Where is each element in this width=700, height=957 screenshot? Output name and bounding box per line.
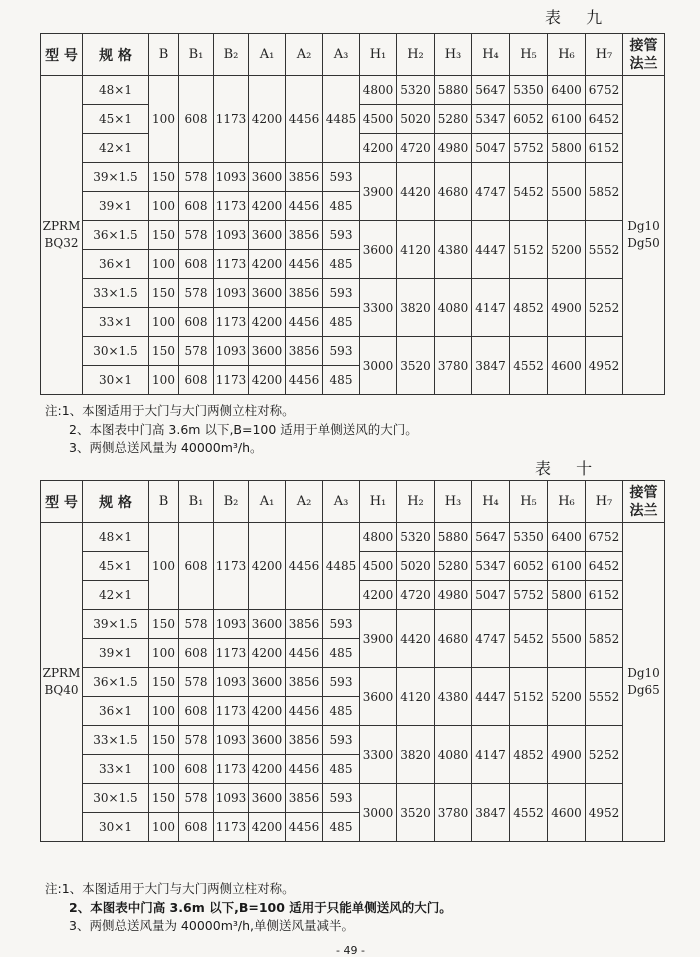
dim-a2-cell: 4456 (286, 250, 323, 279)
header-cell: H₂ (397, 34, 435, 76)
dim-a3-cell: 593 (323, 610, 360, 639)
dim-b1-cell: 578 (179, 221, 214, 250)
dim-b1-cell: 578 (179, 784, 214, 813)
dim-a3-cell: 485 (323, 250, 360, 279)
page-number: - 49 - (336, 944, 365, 957)
spec-cell: 30×1 (83, 366, 149, 395)
table-ten-title: 表 十 (535, 459, 603, 478)
dim-b2-cell: 1093 (214, 784, 249, 813)
flange-line: Dg50 (627, 236, 660, 250)
dim-a3-cell: 485 (323, 366, 360, 395)
dim-b2-cell: 1173 (214, 813, 249, 842)
dim-h6-cell: 5800 (548, 134, 586, 163)
spec-cell: 33×1.5 (83, 279, 149, 308)
dim-h2-cell: 4120 (397, 221, 435, 279)
dim-a3-cell: 593 (323, 279, 360, 308)
header-cell: A₃ (323, 34, 360, 76)
dim-h2-cell: 4720 (397, 134, 435, 163)
dim-h4-cell: 5347 (472, 552, 510, 581)
dim-b2-cell: 1093 (214, 221, 249, 250)
dim-h4-cell: 4447 (472, 221, 510, 279)
header-cell: A₂ (286, 34, 323, 76)
dim-a2-cell: 3856 (286, 784, 323, 813)
dim-h1-cell: 3900 (360, 163, 397, 221)
dim-a1-cell: 4200 (249, 192, 286, 221)
spec-cell: 33×1.5 (83, 726, 149, 755)
note-line: 3、两侧总送风量为 40000m³/h。 (69, 440, 263, 455)
dim-h6-cell: 5800 (548, 581, 586, 610)
dim-h5-cell: 5152 (510, 668, 548, 726)
dim-a1-cell: 3600 (249, 279, 286, 308)
dim-b-cell: 100 (149, 192, 179, 221)
flange-line: Dg65 (627, 683, 660, 697)
dim-h2-cell: 5020 (397, 552, 435, 581)
dim-h5-cell: 6052 (510, 105, 548, 134)
dim-h1-cell: 3600 (360, 221, 397, 279)
dim-b-cell: 150 (149, 784, 179, 813)
table-nine (40, 33, 665, 395)
dim-h4-cell: 5647 (472, 76, 510, 105)
dim-h7-cell: 5552 (586, 221, 623, 279)
dim-a3-cell: 593 (323, 337, 360, 366)
dim-a1-cell: 3600 (249, 726, 286, 755)
dim-b1-cell: 578 (179, 337, 214, 366)
dim-b-cell: 150 (149, 279, 179, 308)
dim-b-cell: 100 (149, 813, 179, 842)
dim-h3-cell: 4980 (435, 581, 472, 610)
header-cell: H₁ (360, 481, 397, 523)
header-cell: A₁ (249, 34, 286, 76)
dim-a1-cell: 4200 (249, 308, 286, 337)
note-line: 2、本图表中门高 3.6m 以下,B=100 适用于只能单侧送风的大门。 (69, 899, 452, 915)
dim-h4-cell: 5347 (472, 105, 510, 134)
dim-h3-cell: 4680 (435, 163, 472, 221)
dim-a3-cell: 485 (323, 192, 360, 221)
dim-h1-cell: 4500 (360, 105, 397, 134)
dim-a1-cell: 3600 (249, 610, 286, 639)
dim-a3-cell: 593 (323, 221, 360, 250)
dim-b1-cell: 608 (179, 523, 214, 610)
table-ten (40, 480, 665, 842)
dim-b2-cell: 1093 (214, 726, 249, 755)
flange-cell (623, 76, 665, 395)
dim-h1-cell: 4200 (360, 581, 397, 610)
dim-a1-cell: 4200 (249, 697, 286, 726)
dim-h3-cell: 5880 (435, 523, 472, 552)
header-cell: B₂ (214, 481, 249, 523)
dim-h6-cell: 4600 (548, 337, 586, 395)
dim-h4-cell: 5047 (472, 581, 510, 610)
dim-h7-cell: 6152 (586, 134, 623, 163)
dim-h1-cell: 4800 (360, 76, 397, 105)
dim-h4-cell: 4147 (472, 279, 510, 337)
note-line: 注:1、本图适用于大门与大门两侧立柱对称。 (45, 881, 295, 896)
spec-cell: 30×1 (83, 813, 149, 842)
header-cell: B₁ (179, 481, 214, 523)
dim-b-cell: 100 (149, 639, 179, 668)
table-nine-notes (45, 402, 418, 458)
dim-a1-cell: 4200 (249, 813, 286, 842)
dim-h7-cell: 5552 (586, 668, 623, 726)
dim-h5-cell: 4852 (510, 279, 548, 337)
dim-a1-cell: 4200 (249, 76, 286, 163)
spec-cell: 39×1 (83, 192, 149, 221)
dim-h2-cell: 3520 (397, 337, 435, 395)
dim-a1-cell: 3600 (249, 163, 286, 192)
flange-cell (623, 523, 665, 842)
dim-h5-cell: 4852 (510, 726, 548, 784)
dim-h2-cell: 3520 (397, 784, 435, 842)
dim-h4-cell: 4447 (472, 668, 510, 726)
dim-b2-cell: 1173 (214, 639, 249, 668)
spec-cell: 45×1 (83, 552, 149, 581)
header-cell: 型 号 (41, 481, 83, 523)
dim-a1-cell: 4200 (249, 523, 286, 610)
dim-h7-cell: 4952 (586, 784, 623, 842)
dim-h3-cell: 3780 (435, 784, 472, 842)
dim-h3-cell: 4380 (435, 668, 472, 726)
dim-h6-cell: 4900 (548, 726, 586, 784)
table-row (41, 523, 665, 552)
dim-a2-cell: 4456 (286, 755, 323, 784)
header-cell: H₃ (435, 481, 472, 523)
dim-a2-cell: 3856 (286, 221, 323, 250)
header-cell: H₅ (510, 481, 548, 523)
spec-cell: 33×1 (83, 755, 149, 784)
dim-h7-cell: 6452 (586, 552, 623, 581)
dim-h5-cell: 5152 (510, 221, 548, 279)
spec-cell: 48×1 (83, 76, 149, 105)
dim-a2-cell: 4456 (286, 366, 323, 395)
dim-h2-cell: 3820 (397, 726, 435, 784)
dim-h4-cell: 5047 (472, 134, 510, 163)
header-cell: B₂ (214, 34, 249, 76)
dim-a2-cell: 3856 (286, 610, 323, 639)
dim-h1-cell: 3300 (360, 726, 397, 784)
dim-b1-cell: 608 (179, 250, 214, 279)
dim-h5-cell: 5752 (510, 134, 548, 163)
dim-a3-cell: 593 (323, 784, 360, 813)
dim-h6-cell: 6400 (548, 76, 586, 105)
dim-a2-cell: 4456 (286, 813, 323, 842)
dim-b2-cell: 1173 (214, 366, 249, 395)
dim-h7-cell: 6152 (586, 581, 623, 610)
dim-h6-cell: 6100 (548, 105, 586, 134)
dim-b2-cell: 1093 (214, 337, 249, 366)
dim-h6-cell: 6100 (548, 552, 586, 581)
dim-h2-cell: 4420 (397, 163, 435, 221)
dim-a3-cell: 593 (323, 163, 360, 192)
dim-b1-cell: 608 (179, 755, 214, 784)
header-cell: H₄ (472, 481, 510, 523)
model-cell (41, 76, 83, 395)
dim-b1-cell: 608 (179, 192, 214, 221)
header-cell: 接管法兰 (623, 481, 665, 523)
dim-h2-cell: 5320 (397, 523, 435, 552)
dim-h2-cell: 3820 (397, 279, 435, 337)
dim-a2-cell: 3856 (286, 163, 323, 192)
table-row (41, 337, 665, 366)
dim-b2-cell: 1173 (214, 76, 249, 163)
dim-a1-cell: 4200 (249, 250, 286, 279)
dim-h6-cell: 5200 (548, 221, 586, 279)
table-row (41, 610, 665, 639)
spec-cell: 39×1.5 (83, 610, 149, 639)
header-cell: 型 号 (41, 34, 83, 76)
dim-a2-cell: 3856 (286, 337, 323, 366)
note-line: 2、本图表中门高 3.6m 以下,B=100 适用于单侧送风的大门。 (69, 421, 418, 437)
header-cell: A₃ (323, 481, 360, 523)
dim-a2-cell: 4456 (286, 76, 323, 163)
spec-cell: 39×1.5 (83, 163, 149, 192)
dim-b-cell: 100 (149, 76, 179, 163)
dim-b-cell: 100 (149, 697, 179, 726)
dim-b1-cell: 578 (179, 163, 214, 192)
dim-a3-cell: 485 (323, 308, 360, 337)
dim-a2-cell: 4456 (286, 639, 323, 668)
dim-b-cell: 100 (149, 523, 179, 610)
dim-h1-cell: 3900 (360, 610, 397, 668)
dim-h5-cell: 5752 (510, 581, 548, 610)
flange-line: Dg10 (627, 219, 660, 233)
dim-h6-cell: 5500 (548, 163, 586, 221)
header-cell: H₆ (548, 34, 586, 76)
dim-h2-cell: 4720 (397, 581, 435, 610)
header-cell: H₃ (435, 34, 472, 76)
header-cell: H₇ (586, 481, 623, 523)
dim-b-cell: 150 (149, 337, 179, 366)
dim-h5-cell: 5452 (510, 610, 548, 668)
dim-h6-cell: 6400 (548, 523, 586, 552)
dim-h4-cell: 4747 (472, 163, 510, 221)
dim-h7-cell: 6752 (586, 76, 623, 105)
dim-h1-cell: 3000 (360, 784, 397, 842)
dim-a3-cell: 485 (323, 813, 360, 842)
dim-b-cell: 100 (149, 755, 179, 784)
header-cell: B (149, 34, 179, 76)
dim-h5-cell: 4552 (510, 337, 548, 395)
dim-a2-cell: 4456 (286, 697, 323, 726)
spec-cell: 36×1 (83, 697, 149, 726)
model-line: ZPRM (42, 666, 81, 680)
dim-h2-cell: 5020 (397, 105, 435, 134)
dim-b-cell: 150 (149, 610, 179, 639)
dim-h3-cell: 5280 (435, 105, 472, 134)
header-cell: 接管法兰 (623, 34, 665, 76)
dim-b2-cell: 1173 (214, 697, 249, 726)
spec-cell: 36×1.5 (83, 221, 149, 250)
dim-b2-cell: 1173 (214, 755, 249, 784)
header-cell: A₂ (286, 481, 323, 523)
header-cell: H₂ (397, 481, 435, 523)
dim-b1-cell: 608 (179, 308, 214, 337)
dim-h7-cell: 6752 (586, 523, 623, 552)
dim-b2-cell: 1173 (214, 523, 249, 610)
dim-h7-cell: 5252 (586, 279, 623, 337)
dim-b2-cell: 1093 (214, 279, 249, 308)
dim-a1-cell: 4200 (249, 366, 286, 395)
spec-cell: 48×1 (83, 523, 149, 552)
dim-a2-cell: 3856 (286, 279, 323, 308)
header-cell: H₆ (548, 481, 586, 523)
header-cell: H₄ (472, 34, 510, 76)
dim-h4-cell: 4747 (472, 610, 510, 668)
dim-b-cell: 150 (149, 163, 179, 192)
spec-cell: 42×1 (83, 581, 149, 610)
table-row (41, 279, 665, 308)
table-row (41, 784, 665, 813)
dim-h4-cell: 4147 (472, 726, 510, 784)
dim-a1-cell: 3600 (249, 784, 286, 813)
dim-h5-cell: 5452 (510, 163, 548, 221)
dim-a3-cell: 4485 (323, 76, 360, 163)
dim-a2-cell: 3856 (286, 668, 323, 697)
spec-cell: 45×1 (83, 105, 149, 134)
dim-h2-cell: 5320 (397, 76, 435, 105)
dim-h6-cell: 5500 (548, 610, 586, 668)
dim-h3-cell: 4080 (435, 726, 472, 784)
dim-h7-cell: 5252 (586, 726, 623, 784)
dim-h5-cell: 5350 (510, 76, 548, 105)
dim-b2-cell: 1173 (214, 192, 249, 221)
dim-b2-cell: 1093 (214, 163, 249, 192)
dim-b1-cell: 608 (179, 697, 214, 726)
table-row (41, 726, 665, 755)
note-line: 注:1、本图适用于大门与大门两侧立柱对称。 (45, 403, 295, 418)
table-nine-title: 表 九 (545, 8, 613, 27)
dim-a2-cell: 3856 (286, 726, 323, 755)
dim-a1-cell: 3600 (249, 337, 286, 366)
model-cell (41, 523, 83, 842)
dim-h1-cell: 4800 (360, 523, 397, 552)
note-line: 3、两侧总送风量为 40000m³/h,单侧送风量减半。 (69, 918, 354, 933)
dim-a2-cell: 4456 (286, 308, 323, 337)
dim-a1-cell: 3600 (249, 668, 286, 697)
dim-b2-cell: 1093 (214, 610, 249, 639)
header-cell: B (149, 481, 179, 523)
dim-a1-cell: 3600 (249, 221, 286, 250)
dim-b1-cell: 578 (179, 668, 214, 697)
dim-h6-cell: 4900 (548, 279, 586, 337)
dim-b-cell: 100 (149, 250, 179, 279)
dim-h1-cell: 3600 (360, 668, 397, 726)
dim-h3-cell: 5280 (435, 552, 472, 581)
spec-cell: 30×1.5 (83, 337, 149, 366)
spec-cell: 33×1 (83, 308, 149, 337)
model-line: BQ40 (44, 683, 79, 697)
dim-h1-cell: 3300 (360, 279, 397, 337)
spec-cell: 42×1 (83, 134, 149, 163)
dim-a1-cell: 4200 (249, 639, 286, 668)
table-row (41, 221, 665, 250)
header-cell: 规 格 (83, 481, 149, 523)
dim-b1-cell: 578 (179, 726, 214, 755)
dim-h4-cell: 5647 (472, 523, 510, 552)
dim-h2-cell: 4120 (397, 668, 435, 726)
dim-b-cell: 150 (149, 221, 179, 250)
dim-h1-cell: 4200 (360, 134, 397, 163)
dim-h5-cell: 5350 (510, 523, 548, 552)
dim-a3-cell: 593 (323, 668, 360, 697)
dim-h6-cell: 4600 (548, 784, 586, 842)
dim-b-cell: 100 (149, 366, 179, 395)
dim-b1-cell: 578 (179, 610, 214, 639)
dim-h3-cell: 4980 (435, 134, 472, 163)
dim-a3-cell: 485 (323, 639, 360, 668)
dim-h7-cell: 5852 (586, 610, 623, 668)
dim-h1-cell: 4500 (360, 552, 397, 581)
dim-b2-cell: 1173 (214, 250, 249, 279)
dim-a2-cell: 4456 (286, 192, 323, 221)
header-cell: A₁ (249, 481, 286, 523)
dim-b1-cell: 608 (179, 639, 214, 668)
spec-cell: 30×1.5 (83, 784, 149, 813)
spec-cell: 36×1 (83, 250, 149, 279)
dim-a3-cell: 485 (323, 697, 360, 726)
dim-h3-cell: 4080 (435, 279, 472, 337)
dim-h6-cell: 5200 (548, 668, 586, 726)
dim-h1-cell: 3000 (360, 337, 397, 395)
dim-h4-cell: 3847 (472, 784, 510, 842)
dim-a2-cell: 4456 (286, 523, 323, 610)
dim-b-cell: 100 (149, 308, 179, 337)
dim-h5-cell: 6052 (510, 552, 548, 581)
dim-h2-cell: 4420 (397, 610, 435, 668)
header-cell: H₅ (510, 34, 548, 76)
dim-b2-cell: 1173 (214, 308, 249, 337)
model-line: ZPRM (42, 219, 81, 233)
dim-h7-cell: 6452 (586, 105, 623, 134)
dim-b-cell: 150 (149, 726, 179, 755)
table-row (41, 668, 665, 697)
header-cell: H₁ (360, 34, 397, 76)
dim-h7-cell: 5852 (586, 163, 623, 221)
dim-a3-cell: 4485 (323, 523, 360, 610)
dim-b-cell: 150 (149, 668, 179, 697)
spec-cell: 39×1 (83, 639, 149, 668)
header-cell: H₇ (586, 34, 623, 76)
dim-a1-cell: 4200 (249, 755, 286, 784)
header-cell: 规 格 (83, 34, 149, 76)
model-line: BQ32 (44, 236, 79, 250)
dim-b1-cell: 608 (179, 366, 214, 395)
table-row (41, 163, 665, 192)
dim-a3-cell: 485 (323, 755, 360, 784)
dim-h3-cell: 3780 (435, 337, 472, 395)
dim-b2-cell: 1093 (214, 668, 249, 697)
dim-h5-cell: 4552 (510, 784, 548, 842)
dim-b1-cell: 608 (179, 813, 214, 842)
header-cell: B₁ (179, 34, 214, 76)
flange-line: Dg10 (627, 666, 660, 680)
table-row (41, 76, 665, 105)
dim-h7-cell: 4952 (586, 337, 623, 395)
dim-h3-cell: 4680 (435, 610, 472, 668)
spec-cell: 36×1.5 (83, 668, 149, 697)
dim-b1-cell: 578 (179, 279, 214, 308)
dim-h4-cell: 3847 (472, 337, 510, 395)
table-ten-notes (45, 880, 452, 936)
dim-a3-cell: 593 (323, 726, 360, 755)
dim-b1-cell: 608 (179, 76, 214, 163)
dim-h3-cell: 5880 (435, 76, 472, 105)
dim-h3-cell: 4380 (435, 221, 472, 279)
